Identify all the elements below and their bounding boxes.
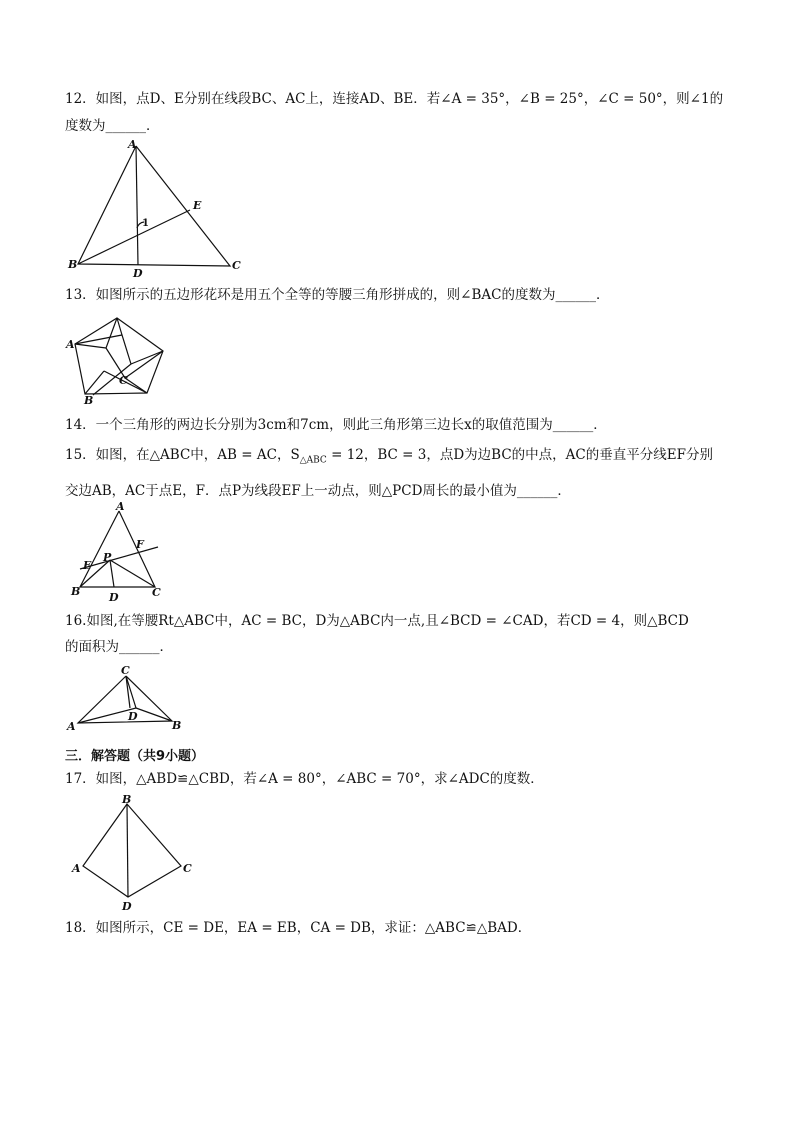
q15-text-line1 — [65, 446, 713, 470]
q12-label-c: C — [232, 259, 241, 272]
q17-figure — [66, 792, 196, 914]
q12-segment-be — [78, 210, 190, 264]
q17-kite — [83, 804, 181, 897]
q16-label-b: B — [172, 719, 182, 732]
q17-label-b: B — [122, 793, 132, 806]
q15-label-b: B — [71, 585, 81, 598]
q13-label-a: A — [66, 338, 75, 351]
q12-figure — [62, 138, 252, 278]
q15-seg-pd — [110, 560, 114, 587]
q15-text-part2: = 12，BC = 3，点D为边BC的中点，AC的垂直平分线EF分别 — [326, 447, 713, 463]
q12-label-b: B — [68, 258, 78, 271]
q16-label-d: D — [128, 710, 138, 723]
q16-figure — [64, 662, 194, 734]
q13-label-c: C — [119, 374, 128, 387]
q13-seg-4 — [85, 371, 104, 394]
q12-text-line1: 12．如图，点D、E分别在线段BC、AC上，连接AD、BE．若∠A = 35°，∠B = 25°，∠C = 50°，则∠1的 — [65, 91, 724, 107]
q17-seg-bd — [127, 804, 128, 897]
q17-text-line1: 17．如图，△ABD≌△CBD，若∠A = 80°，∠ABC = 70°，求∠ADC的度数． — [65, 771, 544, 787]
q15-text-part1: 15．如图，在△ABC中，AB = AC，S — [65, 447, 300, 463]
q16-text-line2: 的面积为______． — [65, 639, 173, 655]
q16-label-a: A — [67, 720, 76, 733]
q15-label-e: E — [83, 559, 92, 572]
q16-text-line1: 16.如图,在等腰Rt△ABC中，AC = BC，D为△ABC内一点,且∠BCD = ∠CAD，若CD = 4，则△BCD — [65, 613, 689, 629]
q17-label-c: C — [183, 862, 192, 875]
q15-label-c: C — [152, 586, 161, 599]
q13-text-line1: 13．如图所示的五边形花环是用五个全等的等腰三角形拼成的，则∠BAC的度数为______． — [65, 287, 610, 303]
q13-inner-star-2 — [106, 318, 163, 378]
q12-triangle — [78, 146, 230, 266]
q12-text-line2: 度数为______． — [65, 118, 160, 134]
q17-label-d: D — [122, 900, 132, 913]
q15-text-line2: 交边AB，AC于点E，F．点P为线段EF上一动点，则△PCD周长的最小值为______． — [65, 483, 571, 499]
q16-seg-bd — [136, 708, 172, 721]
q17-label-a: A — [72, 862, 81, 875]
q15-label-f: F — [136, 538, 144, 551]
q12-label-e: E — [193, 199, 202, 212]
q15-label-d: D — [109, 591, 119, 604]
q13-label-b: B — [84, 394, 94, 407]
q15-text-subscript: △ABC — [299, 455, 327, 466]
q12-label-d: D — [133, 267, 143, 280]
q14-text-line1: 14．一个三角形的两边长分别为3cm和7cm，则此三角形第三边长x的取值范围为______． — [65, 417, 607, 433]
q13-seg-5 — [75, 344, 106, 348]
q12-label-a: A — [128, 138, 137, 151]
q15-label-a: A — [116, 500, 125, 513]
q16-label-c: C — [121, 664, 130, 677]
q12-label-1: 1 — [142, 218, 149, 229]
q15-figure — [66, 500, 176, 604]
q18-text-line1: 18．如图所示，CE = DE，EA = EB，CA = DB，求证：△ABC≌△BAD． — [65, 920, 532, 936]
q12-segment-ad — [136, 146, 138, 265]
q13-figure — [62, 310, 182, 405]
q15-label-p: P — [103, 551, 112, 564]
section-heading: 三．解答题（共9小题） — [65, 749, 205, 764]
